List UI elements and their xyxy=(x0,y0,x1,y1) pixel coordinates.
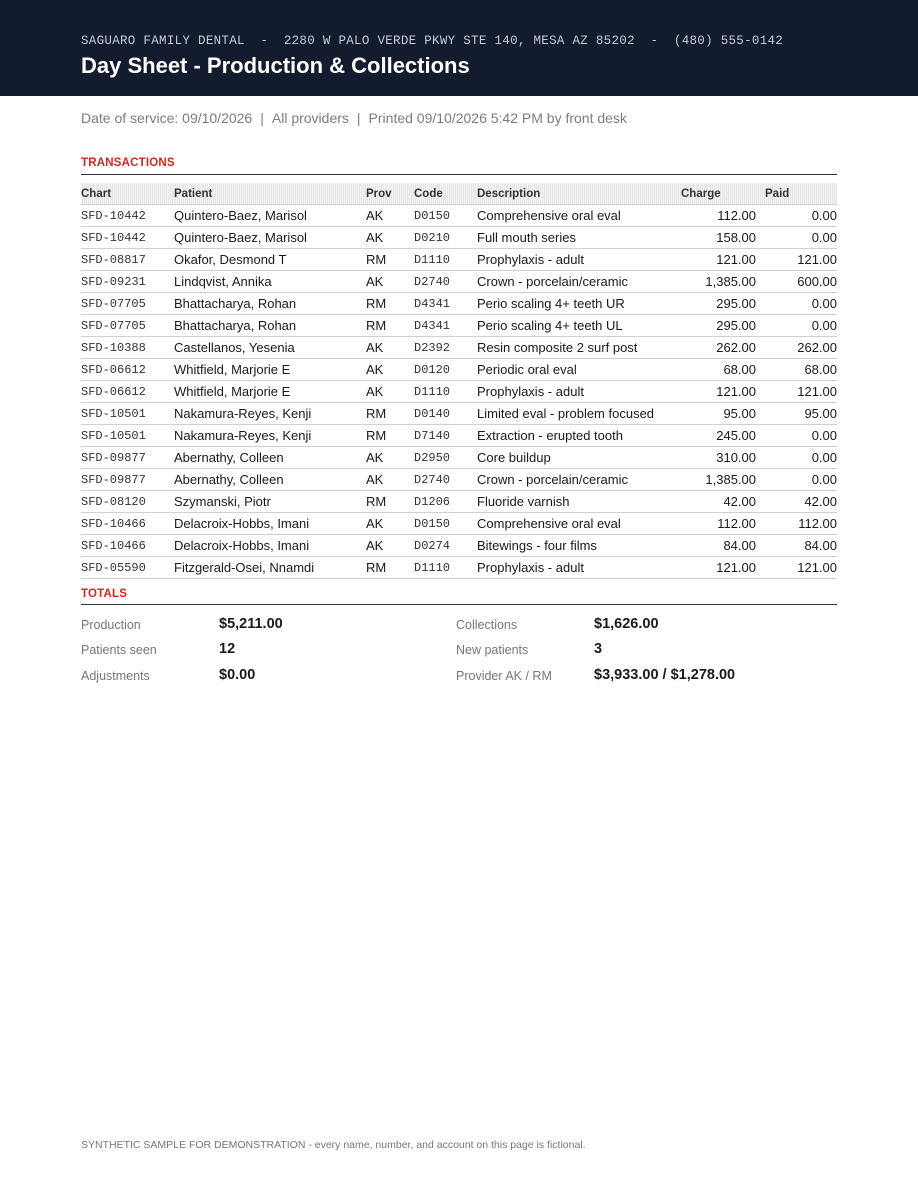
transactions-rule xyxy=(81,174,837,175)
cell-prov: AK xyxy=(366,337,414,359)
cell-chart: SFD-07705 xyxy=(81,293,174,315)
cell-chart: SFD-09231 xyxy=(81,271,174,293)
footer-disclaimer: SYNTHETIC SAMPLE FOR DEMONSTRATION - every name, number, and account on this page is fictional. xyxy=(81,1139,586,1151)
cell-code: D1110 xyxy=(414,557,477,579)
transactions-table xyxy=(81,183,837,579)
table-row xyxy=(81,359,837,381)
cell-charge: 112.00 xyxy=(681,513,765,535)
cell-charge: 121.00 xyxy=(681,557,765,579)
cell-code: D1110 xyxy=(414,249,477,271)
cell-charge: 295.00 xyxy=(681,293,765,315)
cell-paid: 0.00 xyxy=(765,425,837,447)
cell-paid: 121.00 xyxy=(765,557,837,579)
cell-chart: SFD-10501 xyxy=(81,403,174,425)
provider-split-label: Provider AK / RM xyxy=(456,669,552,683)
cell-patient: Castellanos, Yesenia xyxy=(174,337,366,359)
cell-paid: 84.00 xyxy=(765,535,837,557)
table-row xyxy=(81,447,837,469)
cell-charge: 310.00 xyxy=(681,447,765,469)
cell-chart: SFD-07705 xyxy=(81,315,174,337)
cell-code: D2740 xyxy=(414,469,477,491)
cell-description: Bitewings - four films xyxy=(477,535,681,557)
cell-patient: Quintero-Baez, Marisol xyxy=(174,205,366,227)
cell-code: D4341 xyxy=(414,315,477,337)
cell-patient: Whitfield, Marjorie E xyxy=(174,359,366,381)
table-row xyxy=(81,513,837,535)
cell-paid: 600.00 xyxy=(765,271,837,293)
cell-prov: AK xyxy=(366,535,414,557)
cell-prov: RM xyxy=(366,315,414,337)
totals-rule xyxy=(81,604,837,605)
table-row xyxy=(81,491,837,513)
cell-charge: 121.00 xyxy=(681,381,765,403)
patients-seen-label: Patients seen xyxy=(81,643,157,657)
cell-patient: Delacroix-Hobbs, Imani xyxy=(174,513,366,535)
cell-prov: RM xyxy=(366,491,414,513)
table-row xyxy=(81,205,837,227)
cell-paid: 0.00 xyxy=(765,227,837,249)
cell-paid: 0.00 xyxy=(765,469,837,491)
cell-chart: SFD-10466 xyxy=(81,535,174,557)
cell-paid: 112.00 xyxy=(765,513,837,535)
column-header-description: Description xyxy=(477,183,681,205)
cell-description: Comprehensive oral eval xyxy=(477,513,681,535)
cell-description: Perio scaling 4+ teeth UR xyxy=(477,293,681,315)
collections-value: $1,626.00 xyxy=(594,616,659,632)
cell-patient: Okafor, Desmond T xyxy=(174,249,366,271)
cell-charge: 1,385.00 xyxy=(681,271,765,293)
new-patients-label: New patients xyxy=(456,643,529,657)
cell-prov: RM xyxy=(366,249,414,271)
cell-chart: SFD-08817 xyxy=(81,249,174,271)
cell-description: Crown - porcelain/ceramic xyxy=(477,469,681,491)
adjustments-label: Adjustments xyxy=(81,669,150,683)
column-header-patient: Patient xyxy=(174,183,366,205)
cell-code: D0210 xyxy=(414,227,477,249)
cell-chart: SFD-10442 xyxy=(81,227,174,249)
meta-separator: | xyxy=(356,110,361,126)
column-header-chart: Chart xyxy=(81,183,174,205)
report-meta xyxy=(81,110,627,126)
cell-chart: SFD-05590 xyxy=(81,557,174,579)
column-header-code: Code xyxy=(414,183,477,205)
cell-prov: AK xyxy=(366,513,414,535)
header-banner xyxy=(0,0,918,96)
cell-patient: Abernathy, Colleen xyxy=(174,469,366,491)
cell-patient: Whitfield, Marjorie E xyxy=(174,381,366,403)
cell-prov: AK xyxy=(366,271,414,293)
cell-chart: SFD-10442 xyxy=(81,205,174,227)
cell-prov: AK xyxy=(366,447,414,469)
cell-prov: RM xyxy=(366,425,414,447)
cell-code: D4341 xyxy=(414,293,477,315)
table-row xyxy=(81,403,837,425)
cell-prov: AK xyxy=(366,359,414,381)
cell-charge: 1,385.00 xyxy=(681,469,765,491)
column-header-charge: Charge xyxy=(681,183,765,205)
transactions-section-label: TRANSACTIONS xyxy=(81,157,175,169)
cell-chart: SFD-10388 xyxy=(81,337,174,359)
cell-description: Limited eval - problem focused xyxy=(477,403,681,425)
cell-description: Fluoride varnish xyxy=(477,491,681,513)
cell-chart: SFD-06612 xyxy=(81,381,174,403)
cell-patient: Szymanski, Piotr xyxy=(174,491,366,513)
cell-paid: 121.00 xyxy=(765,249,837,271)
cell-patient: Delacroix-Hobbs, Imani xyxy=(174,535,366,557)
adjustments-value: $0.00 xyxy=(219,667,256,683)
table-row xyxy=(81,293,837,315)
cell-description: Perio scaling 4+ teeth UL xyxy=(477,315,681,337)
cell-charge: 95.00 xyxy=(681,403,765,425)
cell-patient: Quintero-Baez, Marisol xyxy=(174,227,366,249)
collections-label: Collections xyxy=(456,618,518,632)
providers-filter: All providers xyxy=(271,110,349,126)
cell-code: D7140 xyxy=(414,425,477,447)
cell-paid: 0.00 xyxy=(765,205,837,227)
cell-code: D1110 xyxy=(414,381,477,403)
cell-patient: Bhattacharya, Rohan xyxy=(174,315,366,337)
table-row xyxy=(81,337,837,359)
cell-code: D0274 xyxy=(414,535,477,557)
cell-paid: 42.00 xyxy=(765,491,837,513)
cell-description: Prophylaxis - adult xyxy=(477,381,681,403)
cell-chart: SFD-10466 xyxy=(81,513,174,535)
column-header-paid: Paid xyxy=(765,183,837,205)
table-row xyxy=(81,535,837,557)
cell-patient: Bhattacharya, Rohan xyxy=(174,293,366,315)
totals-section-label: TOTALS xyxy=(81,588,128,600)
cell-paid: 95.00 xyxy=(765,403,837,425)
cell-charge: 245.00 xyxy=(681,425,765,447)
cell-code: D2950 xyxy=(414,447,477,469)
cell-description: Comprehensive oral eval xyxy=(477,205,681,227)
provider-split-value: $3,933.00 / $1,278.00 xyxy=(594,667,736,683)
cell-code: D2392 xyxy=(414,337,477,359)
page-title: Day Sheet - Production & Collections xyxy=(81,53,470,78)
meta-separator: | xyxy=(260,110,264,126)
date-of-service: Date of service: 09/10/2026 xyxy=(81,110,253,126)
cell-chart: SFD-09877 xyxy=(81,447,174,469)
table-row xyxy=(81,557,837,579)
cell-prov: RM xyxy=(366,293,414,315)
cell-patient: Lindqvist, Annika xyxy=(174,271,366,293)
cell-code: D0140 xyxy=(414,403,477,425)
cell-prov: RM xyxy=(366,403,414,425)
cell-description: Prophylaxis - adult xyxy=(477,249,681,271)
cell-prov: AK xyxy=(366,227,414,249)
table-row xyxy=(81,315,837,337)
cell-chart: SFD-06612 xyxy=(81,359,174,381)
production-label: Production xyxy=(81,618,141,632)
production-value: $5,211.00 xyxy=(219,616,283,632)
patients-seen-value: 12 xyxy=(219,641,236,657)
table-row xyxy=(81,425,837,447)
new-patients-value: 3 xyxy=(594,641,603,657)
cell-paid: 0.00 xyxy=(765,447,837,469)
cell-paid: 0.00 xyxy=(765,315,837,337)
cell-code: D0150 xyxy=(414,513,477,535)
table-header-row xyxy=(81,183,837,205)
table-row xyxy=(81,249,837,271)
cell-paid: 121.00 xyxy=(765,381,837,403)
cell-chart: SFD-09877 xyxy=(81,469,174,491)
cell-description: Periodic oral eval xyxy=(477,359,681,381)
cell-code: D2740 xyxy=(414,271,477,293)
cell-description: Core buildup xyxy=(477,447,681,469)
cell-code: D0150 xyxy=(414,205,477,227)
cell-description: Resin composite 2 surf post xyxy=(477,337,681,359)
cell-patient: Abernathy, Colleen xyxy=(174,447,366,469)
table-row xyxy=(81,227,837,249)
cell-charge: 42.00 xyxy=(681,491,765,513)
cell-code: D1206 xyxy=(414,491,477,513)
cell-charge: 121.00 xyxy=(681,249,765,271)
table-row xyxy=(81,469,837,491)
cell-paid: 68.00 xyxy=(765,359,837,381)
cell-patient: Nakamura-Reyes, Kenji xyxy=(174,403,366,425)
cell-paid: 0.00 xyxy=(765,293,837,315)
cell-charge: 84.00 xyxy=(681,535,765,557)
cell-patient: Fitzgerald-Osei, Nnamdi xyxy=(174,557,366,579)
printed-info: Printed 09/10/2026 5:42 PM by front desk xyxy=(368,110,627,126)
cell-paid: 262.00 xyxy=(765,337,837,359)
cell-charge: 112.00 xyxy=(681,205,765,227)
table-row xyxy=(81,381,837,403)
cell-chart: SFD-08120 xyxy=(81,491,174,513)
cell-charge: 68.00 xyxy=(681,359,765,381)
table-row xyxy=(81,271,837,293)
cell-chart: SFD-10501 xyxy=(81,425,174,447)
practice-info-line: SAGUARO FAMILY DENTAL - 2280 W PALO VERDE PKWY STE 140, MESA AZ 85202 - (480) 555-0142 xyxy=(81,34,784,48)
cell-prov: RM xyxy=(366,557,414,579)
cell-patient: Nakamura-Reyes, Kenji xyxy=(174,425,366,447)
cell-code: D0120 xyxy=(414,359,477,381)
column-header-prov: Prov xyxy=(366,183,414,205)
cell-charge: 158.00 xyxy=(681,227,765,249)
cell-prov: AK xyxy=(366,205,414,227)
cell-charge: 295.00 xyxy=(681,315,765,337)
cell-description: Full mouth series xyxy=(477,227,681,249)
cell-description: Extraction - erupted tooth xyxy=(477,425,681,447)
cell-description: Prophylaxis - adult xyxy=(477,557,681,579)
cell-prov: AK xyxy=(366,381,414,403)
cell-description: Crown - porcelain/ceramic xyxy=(477,271,681,293)
cell-prov: AK xyxy=(366,469,414,491)
transactions-body xyxy=(81,205,837,579)
cell-charge: 262.00 xyxy=(681,337,765,359)
